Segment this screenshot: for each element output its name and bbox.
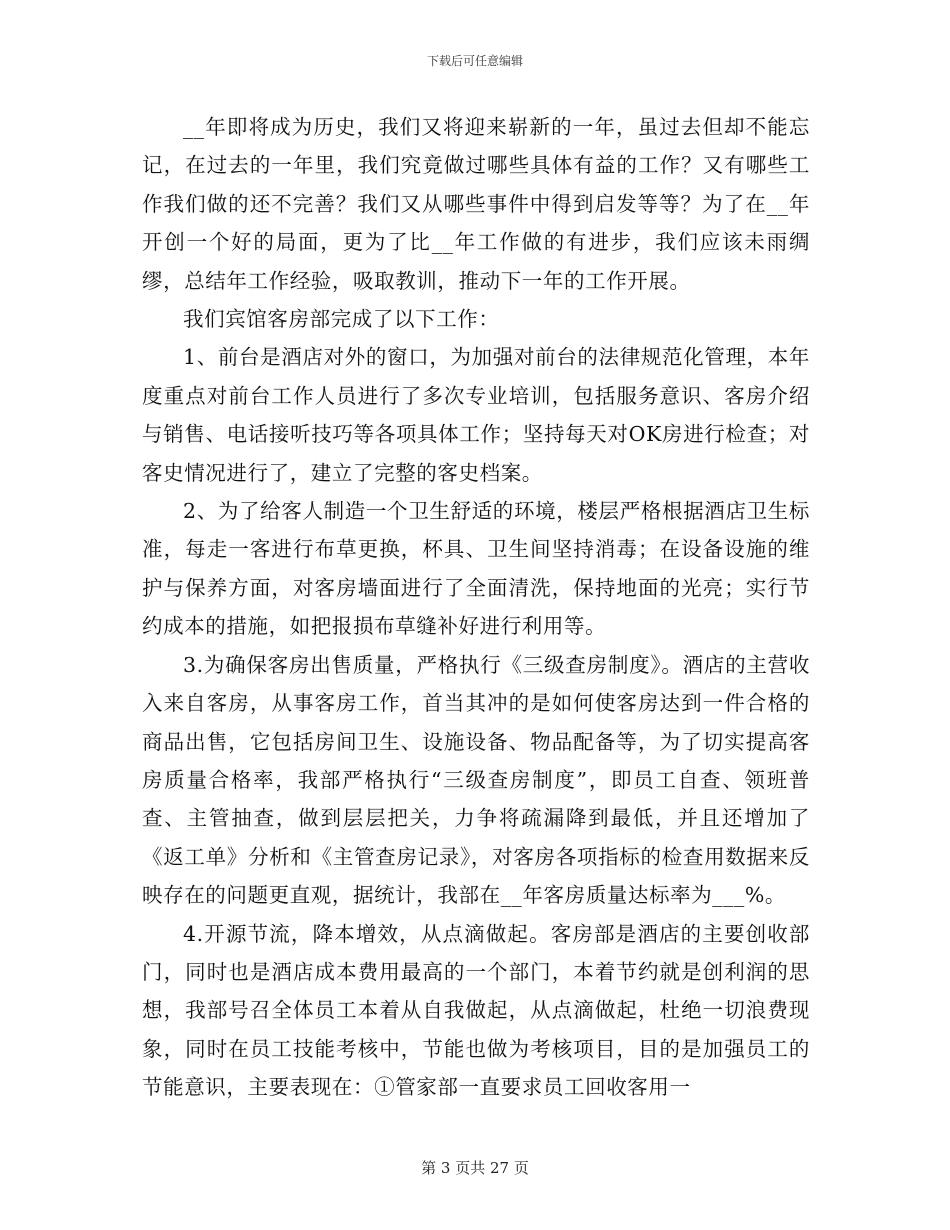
paragraph-item-2-hygiene: 2、为了给客人制造一个卫生舒适的环境，楼层严格根据酒店卫生标准，每走一客进行布草更换，杯具、卫生间坚持消毒；在设备设施的维护与保养方面，对客房墙面进行了全面清洗，保持地面的光亮；实行节约成本的措施，如把报损布草缝补好进行利用等。 bbox=[142, 499, 810, 639]
page-number: 第 3 页共 27 页 bbox=[421, 1159, 529, 1177]
paragraph-item-4-cost-saving: 4.开源节流，降本增效，从点滴做起。客房部是酒店的主要创收部门，同时也是酒店成本费用最高的一个部门，本着节约就是创利润的思想，我部号召全体员工本着从自我做起，从点滴做起，杜绝一切浪费现象，同时在员工技能考核中，节能也做为考核项目，目的是加强员工的节能意识，主要表现在：①管家部一直要求员工回收客用一 bbox=[142, 921, 810, 1100]
paragraph-item-3-room-quality: 3.为确保客房出售质量，严格执行《三级查房制度》。酒店的主营收入来自客房，从事客房工作，首当其冲的是如何使客房达到一件合格的商品出售，它包括房间卫生、设施设备、物品配备等，为了切实提高客房质量合格率，我部严格执行“三级查房制度”，即员工自查、领班普查、主管抽查，做到层层把关，力争将疏漏降到最低，并且还增加了《返工单》分析和《主管查房记录》，对客房各项指标的检查用数据来反映存在的问题更直观，据统计，我部在__年客房质量达标率为___%。 bbox=[142, 652, 810, 908]
paragraph-item-1-front-desk: 1、前台是酒店对外的窗口，为加强对前台的法律规范化管理，本年度重点对前台工作人员进行了多次专业培训，包括服务意识、客房介绍与销售、电话接听技巧等各项具体工作；坚持每天对OK房进行检查；对客史情况进行了，建立了完整的客史档案。 bbox=[142, 345, 810, 485]
paragraph-intro: __年即将成为历史，我们又将迎来崭新的一年，虽过去但却不能忘记，在过去的一年里，我们究竟做过哪些具体有益的工作？又有哪些工作我们做的还不完善？我们又从哪些事件中得到启发等等？为了在__年开创一个好的局面，更为了比__年工作做的有进步，我们应该未雨绸缪，总结年工作经验，吸取教训，推动下一年的工作开展。 bbox=[142, 115, 810, 293]
page-header-note: 下载后可任意编辑 bbox=[426, 54, 523, 68]
paragraph-work-summary-heading: 我们宾馆客房部完成了以下工作： bbox=[183, 307, 500, 332]
document-body bbox=[142, 108, 810, 1107]
